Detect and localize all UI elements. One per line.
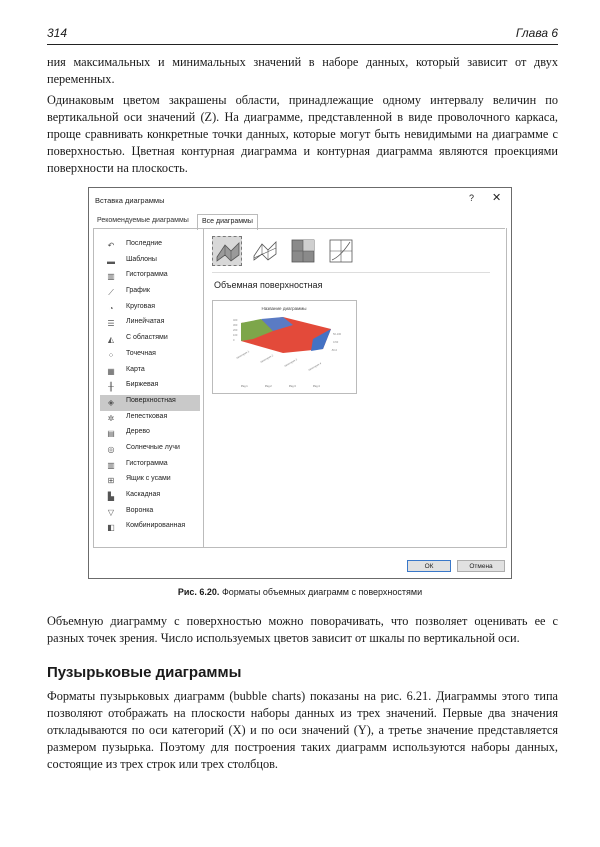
svg-text:300: 300: [233, 324, 238, 327]
bar-chart-icon: ☰: [107, 319, 115, 329]
insert-chart-dialog: [88, 187, 512, 579]
sidebar-item-label: Линейчатая: [126, 318, 165, 326]
help-button[interactable]: ?: [469, 193, 475, 203]
sidebar-item-label: Последние: [126, 240, 163, 247]
sidebar-item-label: График: [126, 287, 150, 295]
sidebar-item-label: Воронка: [126, 506, 154, 514]
svg-text:0-50: 0-50: [333, 341, 339, 344]
sidebar-item-folder[interactable]: [100, 254, 200, 270]
surface-3d-icon: [213, 237, 243, 267]
sidebar-item-label: Круговая: [126, 302, 156, 310]
sidebar-item-label: Солнечные лучи: [126, 443, 180, 451]
pane-divider: [203, 228, 204, 547]
treemap-icon: ▤: [107, 429, 115, 439]
sidebar-item-sunburst[interactable]: [100, 442, 200, 458]
sidebar-item-label: С областями: [126, 334, 168, 342]
contour-subtype[interactable]: [288, 236, 318, 266]
sidebar-item-label: Поверхностная: [126, 396, 176, 404]
chapter-label: Глава 6: [515, 26, 558, 40]
svg-text:Ряд 1: Ряд 1: [241, 385, 248, 388]
paragraph-2: Одинаковым цветом закрашены области, принадлежащие одному интервалу величин по вертикальной оси значений (Z). На диаграмме, представленной в виде проволочного каркаса, проще сравнивать конкретные точки данных, которые могут быть невидимыми на диаграмме с поверхностью. Цветная контурная диаграмма и контурная диаграмма являются проекциями поверхности на плоскость.: [47, 93, 558, 175]
sidebar-item-treemap[interactable]: [100, 426, 200, 442]
sidebar-item-label: Каскадная: [126, 491, 161, 498]
scatter-chart-icon: ⁘: [107, 350, 115, 360]
running-header: [47, 26, 558, 45]
svg-text:50-100: 50-100: [333, 333, 342, 336]
sidebar-item-area-chart[interactable]: [100, 332, 200, 348]
page-number: 314: [47, 26, 68, 40]
svg-text:Категория 4: Категория 4: [308, 362, 322, 372]
sidebar-item-stock-chart[interactable]: [100, 379, 200, 395]
chart-type-list: [100, 238, 200, 536]
section-heading: Пузырьковые диаграммы: [47, 664, 242, 681]
surface-preview-image: [213, 301, 356, 393]
svg-text:-50-0: -50-0: [331, 349, 338, 352]
paragraph-1: ния максимальных и минимальных значений в наборе данных, который зависит от двух переменных.: [47, 55, 558, 86]
sidebar-item-line-chart[interactable]: [100, 285, 200, 301]
sidebar-item-column-chart[interactable]: [100, 269, 200, 285]
svg-text:Ряд 3: Ряд 3: [289, 385, 296, 388]
tab-all-charts[interactable]: Все диаграммы: [197, 214, 258, 230]
sidebar-item-box-whisker[interactable]: [100, 473, 200, 489]
dialog-title: Вставка диаграммы: [95, 196, 165, 205]
paragraph-3: Объемную диаграмму с поверхностью можно поворачивать, что позволяет оценивать ее с разных точек зрения. Число используемых цветов зависит от шкалы по вертикальной оси.: [47, 614, 558, 645]
paragraph-4: Форматы пузырьковых диаграмм (bubble charts) показаны на рис. 6.21. Диаграммы этого типа позволяют отображать на плоскости наборы данных из трех значений. Первые два значения откладываются по оси категорий (X) и по оси значений (Y), а третье значение представляется размером пузырька. Поэтому для построения таких диаграмм используются наборы данных, состоящие из трех строк или трех столбцов.: [47, 689, 558, 771]
sidebar-item-combo-chart[interactable]: [100, 520, 200, 536]
sidebar-item-label: Гистограмма: [126, 271, 168, 279]
surface-chart-icon: ◈: [107, 397, 115, 407]
sidebar-item-scatter-chart[interactable]: [100, 348, 200, 364]
svg-text:0: 0: [233, 339, 235, 342]
chart-preview[interactable]: [212, 300, 357, 394]
svg-text:Ряд 2: Ряд 2: [265, 385, 272, 388]
contour-icon: [288, 236, 318, 266]
svg-text:100: 100: [233, 334, 238, 337]
sidebar-item-label: Гистограмма: [126, 459, 168, 467]
surface-3d-subtype[interactable]: [212, 236, 242, 266]
close-button[interactable]: ✕: [492, 192, 502, 204]
radar-chart-icon: ✲: [107, 413, 115, 423]
histogram-icon: ▥: [107, 460, 115, 470]
preview-chart-title: Название диаграммы: [261, 306, 307, 311]
ok-button[interactable]: ОК: [407, 560, 451, 572]
wireframe-contour-subtype[interactable]: [326, 236, 356, 266]
subtype-divider: [212, 272, 490, 273]
svg-text:Категория 2: Категория 2: [260, 354, 274, 364]
sidebar-item-surface-chart[interactable]: [100, 395, 200, 411]
all-charts-pane: [93, 228, 507, 548]
sidebar-item-label: Точечная: [126, 349, 156, 357]
sidebar-item-label: Карта: [126, 365, 145, 373]
sidebar-item-map[interactable]: [100, 364, 200, 380]
cancel-button[interactable]: Отмена: [457, 560, 505, 572]
sidebar-item-label: Шаблоны: [126, 255, 157, 263]
sidebar-item-label: Биржевая: [126, 381, 159, 389]
preview-legend: [241, 384, 320, 388]
tab-recommended-charts[interactable]: Рекомендуемые диаграммы: [97, 217, 189, 224]
svg-text:Ряд 4: Ряд 4: [313, 385, 320, 388]
line-chart-icon: ⟋: [108, 288, 114, 298]
sidebar-item-radar-chart[interactable]: [100, 411, 200, 427]
box-whisker-icon: ⊞: [107, 476, 115, 486]
sidebar-item-label: Дерево: [126, 428, 150, 436]
stock-chart-icon: ╫: [108, 382, 114, 392]
wireframe-3d-subtype[interactable]: [250, 236, 280, 266]
sidebar-item-label: Лепестковая: [126, 412, 168, 420]
column-chart-icon: ▥: [107, 272, 115, 282]
combo-chart-icon: ◧: [107, 523, 115, 533]
figure-label: Рис. 6.20.: [177, 587, 220, 597]
selected-type-name: Объемная поверхностная: [214, 280, 323, 290]
sidebar-item-pie-chart[interactable]: [100, 301, 200, 317]
preview-category-labels: [236, 349, 323, 372]
wireframe-3d-icon: [250, 236, 280, 266]
folder-icon: ▬: [107, 256, 115, 266]
figure-caption-text: Форматы объемных диаграмм с поверхностями: [219, 587, 423, 597]
sidebar-item-bar-chart[interactable]: [100, 316, 200, 332]
sunburst-icon: ◎: [107, 444, 115, 454]
sidebar-item-label: Ящик с усами: [126, 475, 171, 483]
sidebar-item-recent[interactable]: [100, 238, 200, 254]
funnel-icon: ▽: [107, 507, 115, 517]
pie-chart-icon: ◔: [108, 303, 114, 313]
area-chart-icon: ◭: [107, 335, 115, 345]
svg-text:Категория 3: Категория 3: [284, 358, 298, 368]
wireframe-contour-icon: [326, 236, 356, 266]
figure-caption: [0, 587, 600, 597]
svg-text:400: 400: [233, 319, 238, 322]
svg-text:200: 200: [233, 329, 238, 332]
sidebar-item-histogram[interactable]: [100, 458, 200, 474]
recent-icon: ↶: [107, 241, 115, 250]
map-icon: ▦: [107, 366, 115, 376]
svg-text:Категория 1: Категория 1: [236, 350, 250, 360]
sidebar-item-waterfall[interactable]: [100, 489, 200, 505]
sidebar-item-funnel[interactable]: [100, 505, 200, 521]
sidebar-item-label: Комбинированная: [126, 522, 186, 530]
waterfall-icon: ▙: [107, 492, 115, 501]
